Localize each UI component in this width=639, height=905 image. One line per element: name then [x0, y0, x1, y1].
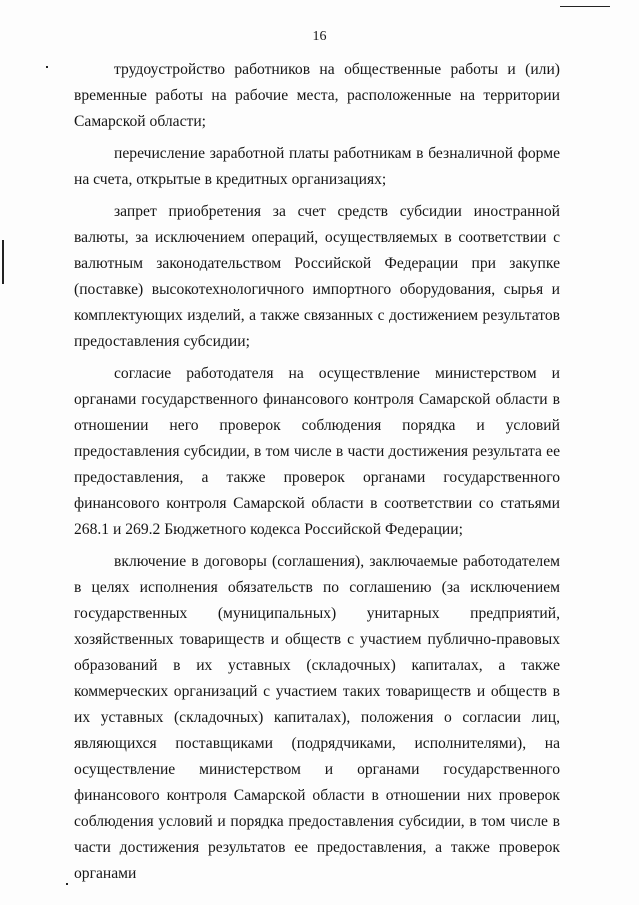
scan-mark-left-edge [2, 240, 4, 284]
page-number: 16 [312, 29, 327, 44]
scan-dot [46, 66, 48, 68]
document-body [74, 57, 560, 893]
scan-dot [66, 883, 68, 885]
paragraph-currency-ban: запрет приобретения за счет средств субсидии иностранной валюты, за исключением операций, осуществляемых в соответствии с валютным законодательством Российской Федерации при закупке (поставке) высокотехнологичного импортного оборудования, сырья и комплектующих изделий, а также связанных с достижением результатов предоставления субсидии; [74, 203, 560, 350]
paragraph-employment: трудоустройство работников на общественные работы и (или) временные работы на рабочие места, расположенные на территории Самарской области; [74, 61, 560, 130]
paragraph-contract-inclusion: включение в договоры (соглашения), заключаемые работодателем в целях исполнения обязательств по соглашению (за исключением государственных (муниципальных) унитарных предприятий, хозяйственных товариществ и обществ с участием публично-правовых образований в их уставных (складочных) капиталах, а также коммерческих организаций с участием таких товариществ и обществ в их уставных (складочных) капиталах), положения о согласии лиц, являющихся поставщиками (подрядчиками, исполнителями), на осуществление министерством и органами государственного финансового контроля Самарской области в отношении них проверок соблюдения условий и порядка предоставления субсидии, в том числе в части достижения результатов ее предоставления, а также проверок органами [74, 553, 560, 882]
paragraph-consent-checks: согласие работодателя на осуществление министерством и органами государственного финансового контроля Самарской области в отношении него проверок соблюдения порядка и условий предоставления субсидии, в том числе в части достижения результата ее предоставления, а также проверок органами государственного финансового контроля Самарской области в соответствии со статьями 268.1 и 269.2 Бюджетного кодекса Российской Федерации; [74, 365, 560, 538]
paragraph-salary-transfer: перечисление заработной платы работникам в безналичной форме на счета, открытые в кредитных организациях; [74, 145, 560, 188]
scan-mark-top-right [560, 6, 610, 7]
